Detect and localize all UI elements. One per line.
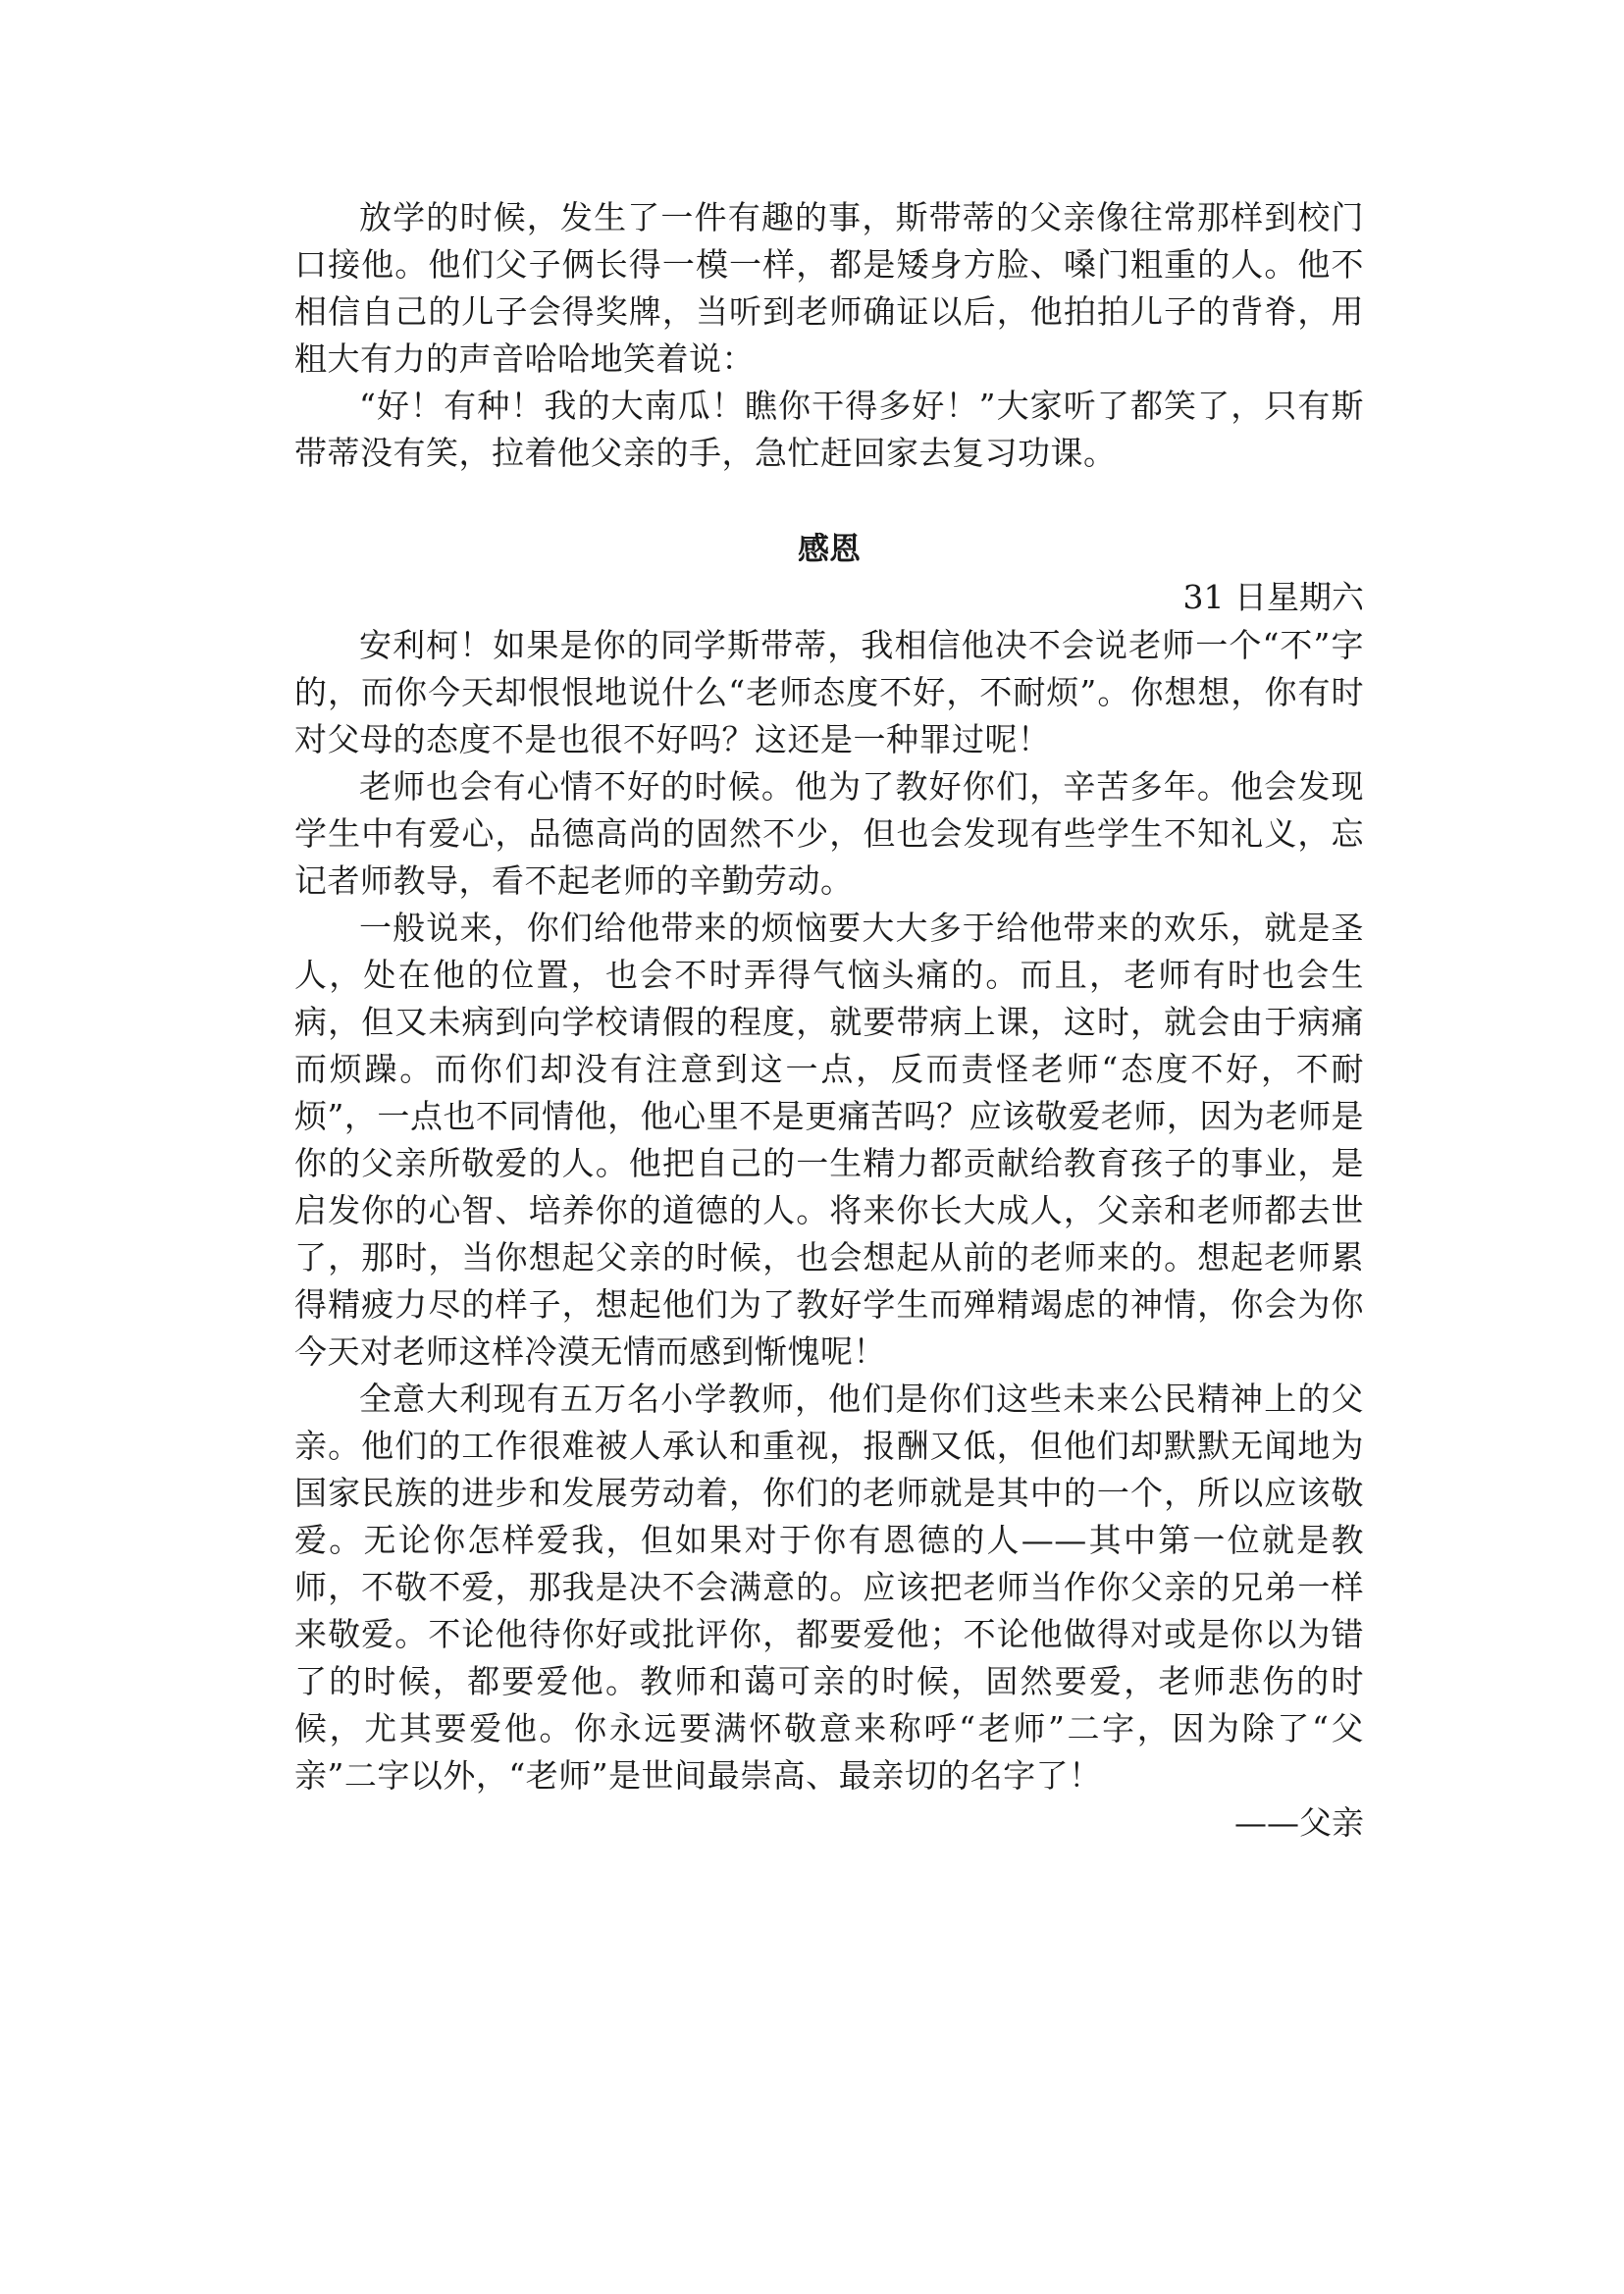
signature: ——父亲 [1234, 1803, 1364, 1842]
paragraph: 全意大利现有五万名小学教师，他们是你们这些未来公民精神上的父亲。他们的工作很难被人承认和重视，报酬又低，但他们却默默无闻地为国家民族的进步和发展劳动着，你们的老师就是其中的一个，所以应该敬爱。无论你怎样爱我，但如果对于你有恩德的人——其中第一位就是教师，不敬不爱，那我是决不会满意的。应该把老师当作你父亲的兄弟一样来敬爱。不论他待你好或批评你，都要爱他；不论他做得对或是你以为错了的时候，都要爱他。教师和蔼可亲的时候，固然要爱，老师悲伤的时候，尤其要爱他。你永远要满怀敬意来称呼“老师”二字，因为除了“父亲”二字以外，“老师”是世间最崇高、最亲切的名字了！ [294, 1380, 1364, 1795]
paragraph: 放学的时候，发生了一件有趣的事，斯带蒂的父亲像往常那样到校门口接他。他们父子俩长得一模一样，都是矮身方脸、嗓门粗重的人。他不相信自己的儿子会得奖牌，当听到老师确证以后，他拍拍儿子的背脊，用粗大有力的声音哈哈地笑着说： [294, 198, 1364, 378]
section-title: 感恩 [797, 530, 861, 567]
paragraph: “好！有种！我的大南瓜！瞧你干得多好！”大家听了都笑了，只有斯带蒂没有笑，拉着他父亲的手，急忙赶回家去复习功课。 [294, 387, 1364, 472]
paragraph: 老师也会有心情不好的时候。他为了教好你们，辛苦多年。他会发现学生中有爱心，品德高尚的固然不少，但也会发现有些学生不知礼义，忘记者师教导，看不起老师的辛勤劳动。 [294, 767, 1364, 900]
page-content [294, 194, 1364, 1847]
paragraph: 安利柯！如果是你的同学斯带蒂，我相信他决不会说老师一个“不”字的，而你今天却恨恨地说什么“老师态度不好，不耐烦”。你想想，你有时对父母的态度不是也很不好吗？这还是一种罪过呢！ [294, 626, 1364, 758]
paragraph: 一般说来，你们给他带来的烦恼要大大多于给他带来的欢乐，就是圣人，处在他的位置，也会不时弄得气恼头痛的。而且，老师有时也会生病，但又未病到向学校请假的程度，就要带病上课，这时，就会由于病痛而烦躁。而你们却没有注意到这一点，反而责怪老师“态度不好，不耐烦”，一点也不同情他，他心里不是更痛苦吗？应该敬爱老师，因为老师是你的父亲所敬爱的人。他把自己的一生精力都贡献给教育孩子的事业，是启发你的心智、培养你的道德的人。将来你长大成人，父亲和老师都去世了，那时，当你想起父亲的时候，也会想起从前的老师来的。想起老师累得精疲力尽的样子，想起他们为了教好学生而殚精竭虑的神情，你会为你今天对老师这样冷漠无情而感到惭愧呢！ [294, 909, 1364, 1371]
section-spacer [294, 477, 1364, 524]
date-line: 31 日星期六 [1182, 578, 1364, 616]
